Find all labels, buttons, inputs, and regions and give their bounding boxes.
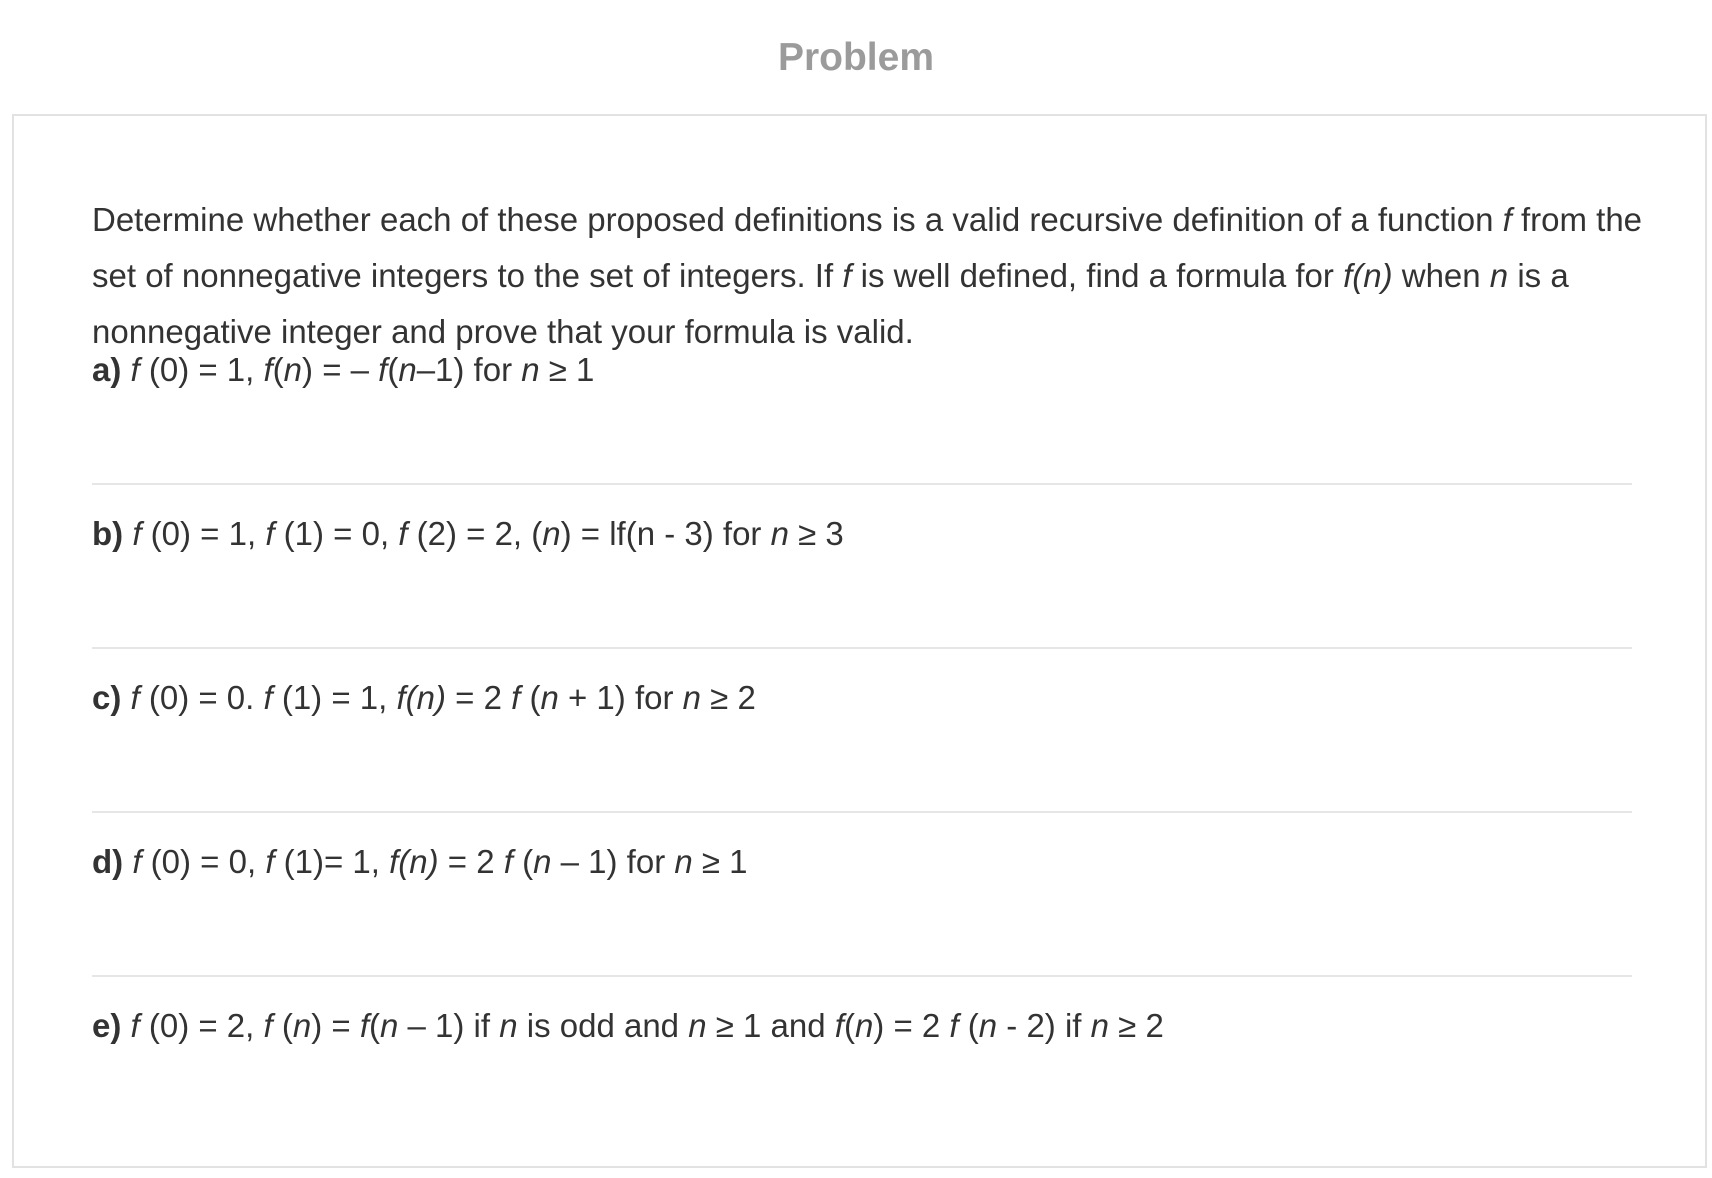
divider [92,647,1632,649]
part-b: b) f (0) = 1, f (1) = 0, f (2) = 2, (n) = lf(n - 3) for n ≥ 3 [92,515,844,552]
part-e: e) f (0) = 2, f (n) = f(n – 1) if n is odd and n ≥ 1 and f(n) = 2 f (n - 2) if n ≥ 2 [92,1007,1164,1044]
part-label: b) [92,515,124,552]
part-c: c) f (0) = 0. f (1) = 1, f(n) = 2 f (n + 1) for n ≥ 2 [92,679,756,716]
problem-card [12,114,1707,1168]
part-label: d) [92,843,124,880]
part-a: a) f (0) = 1, f(n) = – f(n–1) for n ≥ 1 [92,351,595,388]
part-label: a) [92,351,122,388]
page-title: Problem [777,36,935,79]
part-label: e) [92,1007,122,1044]
part-label: c) [92,679,122,716]
problem-statement: Determine whether each of these proposed definitions is a valid recursive definition of a function f from the set of nonnegative integers to the set of integers. If f is well defined, find a formula for f(n) when n is a nonnegative integer and prove that your formula is valid. [92,201,1643,350]
part-d: d) f (0) = 0, f (1)= 1, f(n) = 2 f (n – 1) for n ≥ 1 [92,843,748,880]
divider [92,483,1632,485]
divider [92,811,1632,813]
divider [92,975,1632,977]
